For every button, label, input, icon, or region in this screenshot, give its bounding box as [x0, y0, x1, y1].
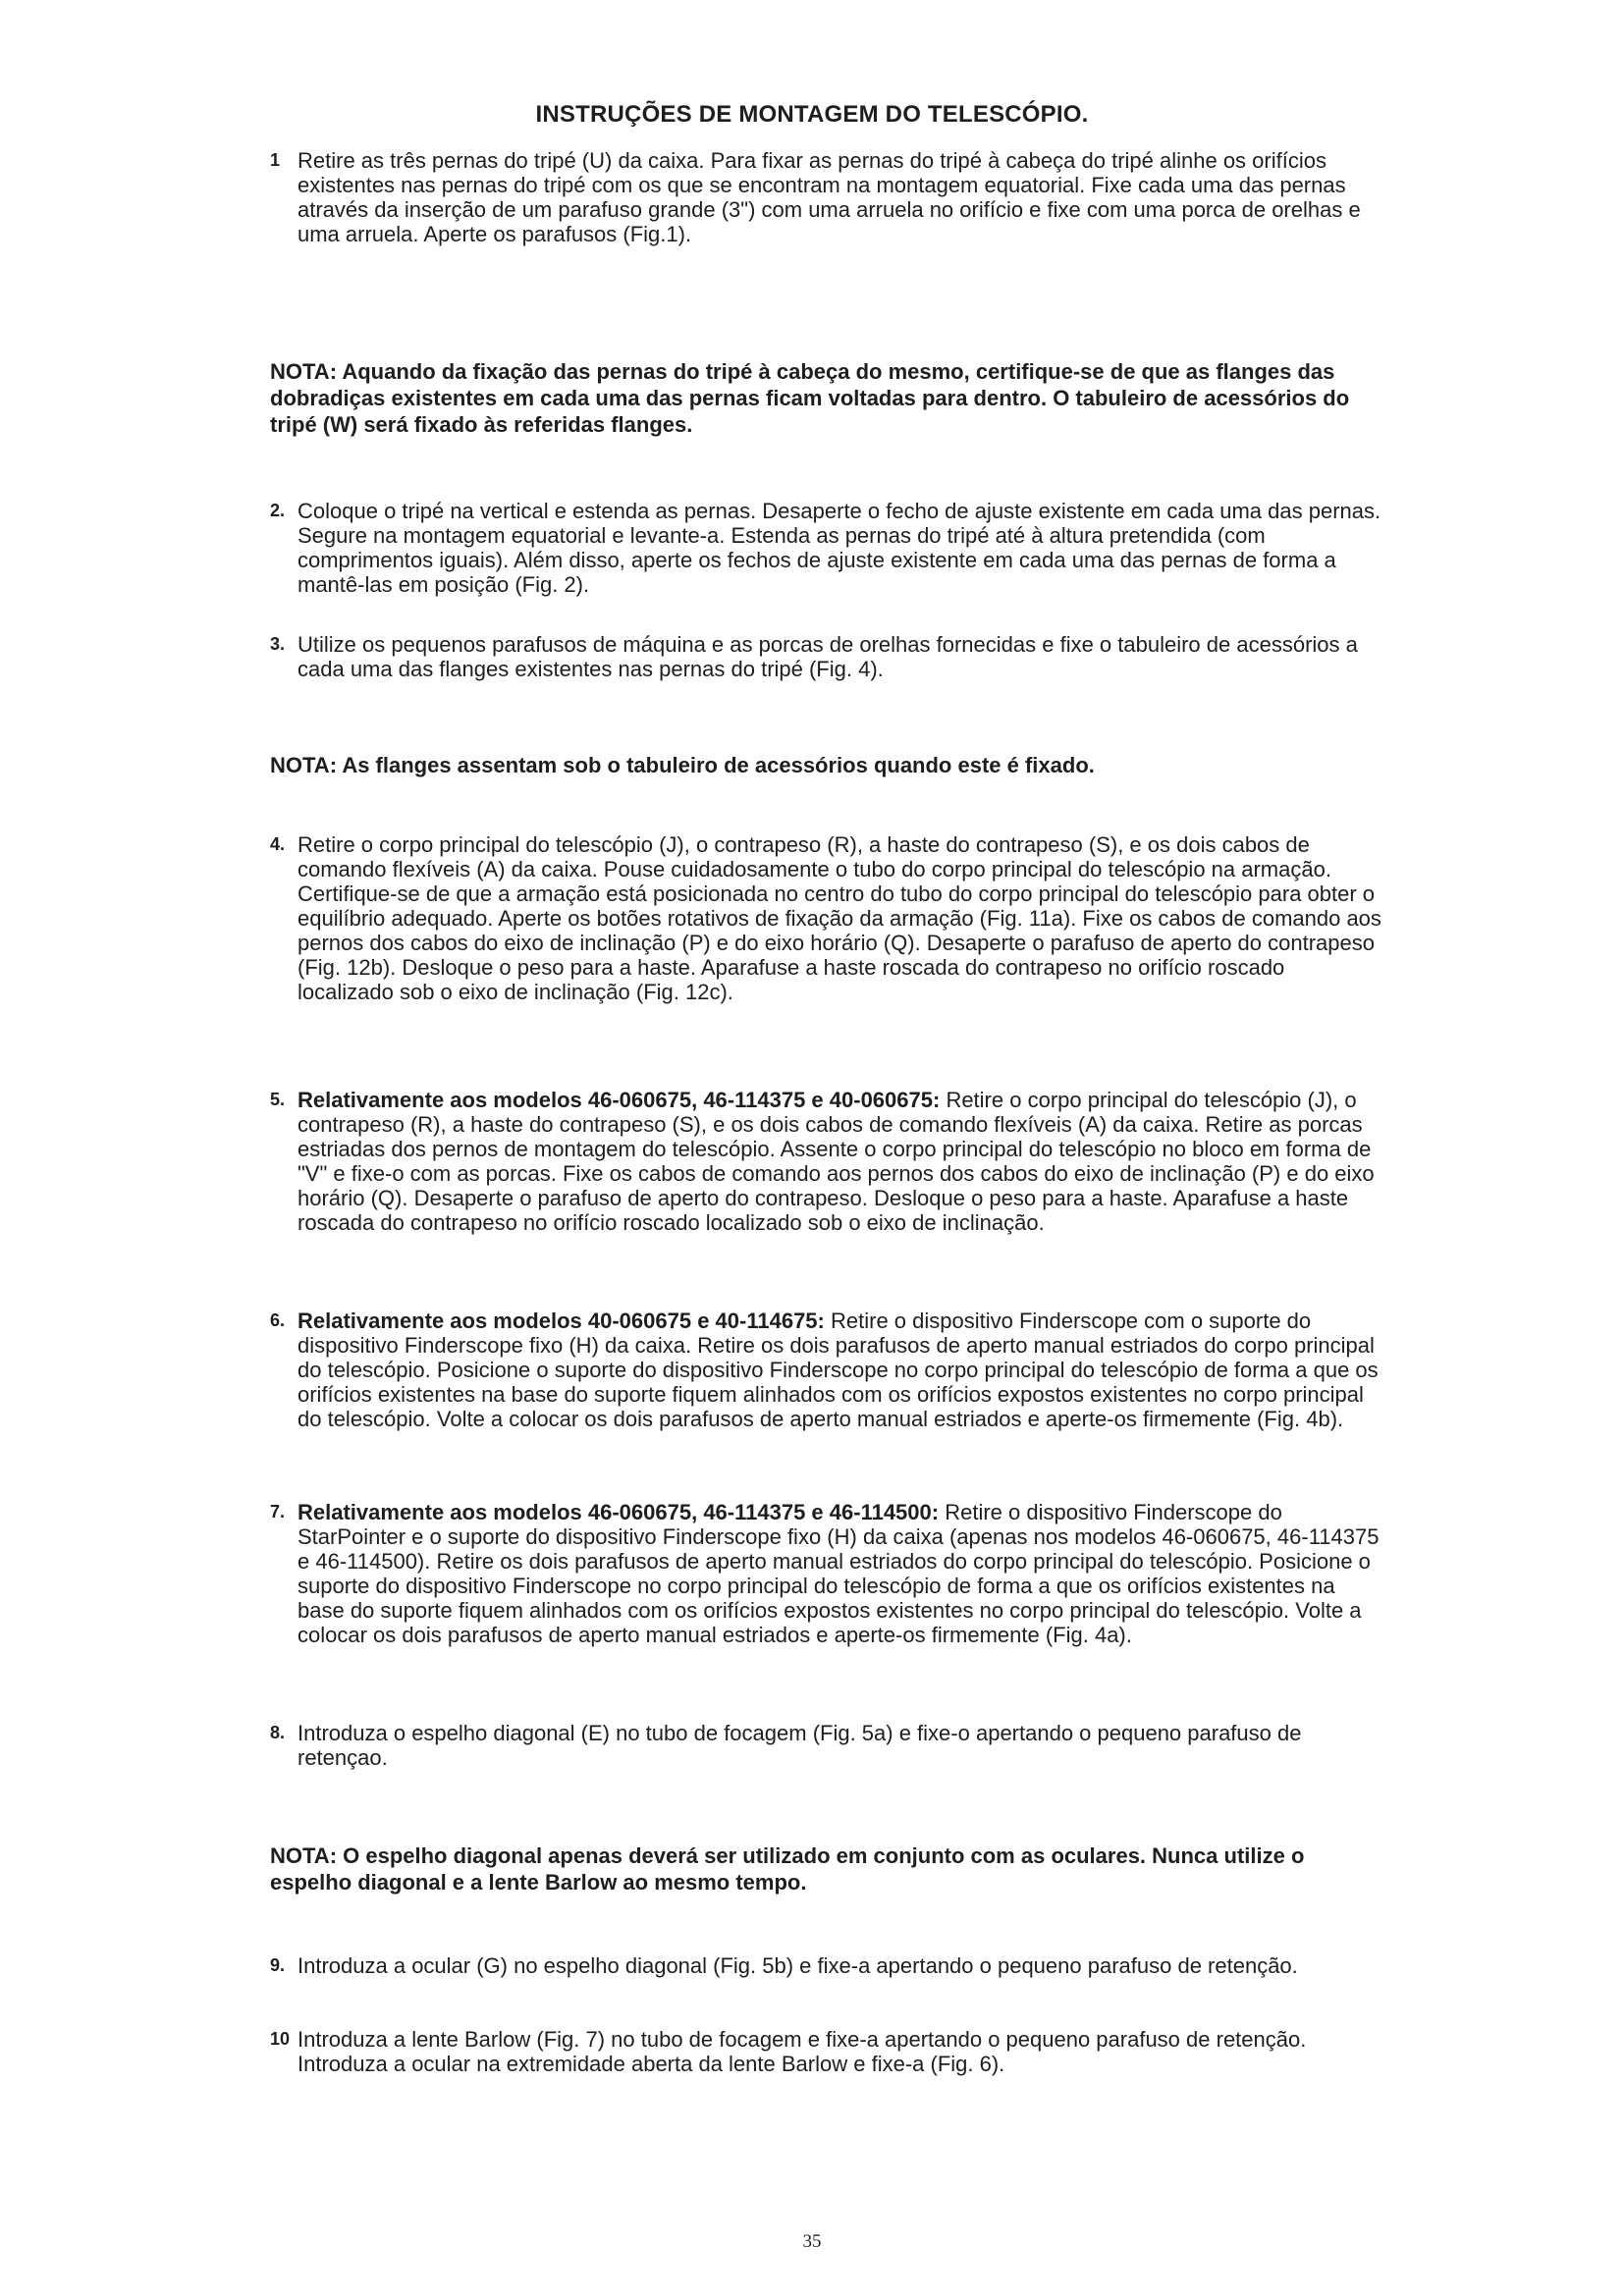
step-text: Introduza a ocular (G) no espelho diagonal (Fig. 5b) e fixe-a apertando o pequeno parafuso de retenção.	[298, 1953, 1298, 1978]
step-4	[270, 832, 1384, 1004]
step-number: 5.	[270, 1090, 286, 1109]
step-6	[270, 1308, 1384, 1431]
note-accessory-tray: NOTA: As flanges assentam sob o tabuleiro de acessórios quando este é fixado.	[270, 753, 1095, 777]
step-3	[270, 632, 1384, 681]
step-text: Retire o dispositivo Finderscope do StarPointer e o suporte do dispositivo Finderscope fixo (H) da caixa (apenas nos modelos 46-060675, 46-114375 e 46-114500). Retire os dois parafusos de aperto manual estriados do corpo principal do telescópio. Posicione o suporte do dispositivo Finderscope no corpo principal do telescópio de forma a que os orifícios existentes na base do suporte fiquem alinhados com os orifícios expostos existentes no corpo principal do telescópio. Volte a colocar os dois parafusos de aperto manual estriados e aperte-os firmemente (Fig. 4a).	[298, 1500, 1380, 1647]
step-number: 9.	[270, 1955, 286, 1975]
step-number: 1	[270, 150, 281, 170]
step-text: Coloque o tripé na vertical e estenda as pernas. Desaperte o fecho de ajuste existente em cada uma das pernas. Segure na montagem equatorial e levante-a. Estenda as pernas do tripé até à altura pretendida (com comprimentos iguais). Além disso, aperte os fechos de ajuste existente em cada uma das pernas de forma a mantê-las em posição (Fig. 2).	[298, 499, 1381, 597]
step-number: 3.	[270, 634, 286, 654]
step-model-label: Relativamente aos modelos 46-060675, 46-114375 e 40-060675:	[298, 1088, 941, 1112]
step-text: Retire o corpo principal do telescópio (J), o contrapeso (R), a haste do contrapeso (S), e os dois cabos de comando flexíveis (A) da caixa. Retire as porcas estriadas dos pernos de montagem do telescópio. Assente o corpo principal do telescópio no bloco em forma de "V" e fixe-o com as porcas. Fixe os cabos de comando aos pernos dos cabos do eixo de inclinação (P) e do eixo horário (Q). Desaperte o parafuso de aperto do contrapeso. Desloque o peso para a haste. Aparafuse a haste roscada do contrapeso no orifício roscado localizado sob o eixo de inclinação.	[298, 1088, 1375, 1235]
step-2	[270, 499, 1384, 597]
step-text: Retire o corpo principal do telescópio (J), o contrapeso (R), a haste do contrapeso (S), e os dois cabos de comando flexíveis (A) da caixa. Pouse cuidadosamente o tubo do corpo principal do telescópio na armação. Certifique-se de que a armação está posicionada no centro do tubo do corpo principal do telescópio para obter o equilíbrio adequado. Aperte os botões rotativos de fixação da armação (Fig. 11a). Fixe os cabos de comando aos pernos dos cabos do eixo de inclinação (P) e do eixo horário (Q). Desaperte o parafuso de aperto do contrapeso (Fig. 12b). Desloque o peso para a haste. Aparafuse a haste roscada do contrapeso no orifício roscado localizado sob o eixo de inclinação (Fig. 12c).	[298, 832, 1381, 1004]
step-7	[270, 1500, 1384, 1647]
step-text: Introduza a lente Barlow (Fig. 7) no tubo de focagem e fixe-a apertando o pequeno parafuso de retenção. Introduza a ocular na extremidade aberta da lente Barlow e fixe-a (Fig. 6).	[298, 2027, 1307, 2076]
step-8	[270, 1721, 1384, 1770]
step-number: 4.	[270, 834, 286, 854]
note-tripod-flanges: NOTA: Aquando da fixação das pernas do tripé à cabeça do mesmo, certifique-se de que as flanges das dobradiças existentes em cada uma das pernas ficam voltadas para dentro. O tabuleiro de acessórios do tripé (W) será fixado às referidas flanges.	[270, 359, 1350, 437]
step-text: Utilize os pequenos parafusos de máquina e as porcas de orelhas fornecidas e fixe o tabuleiro de acessórios a cada uma das flanges existentes nas pernas do tripé (Fig. 4).	[298, 632, 1358, 681]
step-model-label: Relativamente aos modelos 46-060675, 46-114375 e 46-114500:	[298, 1500, 940, 1524]
page-title: INSTRUÇÕES DE MONTAGEM DO TELESCÓPIO.	[535, 101, 1089, 128]
step-number: 8.	[270, 1723, 286, 1742]
step-number: 2.	[270, 501, 286, 520]
step-number: 6.	[270, 1310, 286, 1330]
step-number: 7.	[270, 1502, 286, 1522]
step-1	[270, 148, 1384, 246]
step-text: Introduza o espelho diagonal (E) no tubo de focagem (Fig. 5a) e fixe-o apertando o pequeno parafuso de retençao.	[298, 1721, 1302, 1770]
step-number: 10	[270, 2029, 291, 2049]
step-5	[270, 1088, 1384, 1235]
step-text: Retire o dispositivo Finderscope com o suporte do dispositivo Finderscope fixo (H) da caixa. Retire os dois parafusos de aperto manual estriados do corpo principal do telescópio. Posicione o suporte do dispositivo Finderscope no corpo principal do telescópio de forma a que os orifícios existentes na base do suporte fiquem alinhados com os orifícios expostos existentes no corpo principal do telescópio. Volte a colocar os dois parafusos de aperto manual estriados e aperte-os firmemente (Fig. 4b).	[298, 1308, 1379, 1431]
note-diagonal-mirror: NOTA: O espelho diagonal apenas deverá ser utilizado em conjunto com as oculares. Nunca utilize o espelho diagonal e a lente Barlow ao mesmo tempo.	[270, 1843, 1305, 1895]
step-10	[270, 2027, 1384, 2076]
step-model-label: Relativamente aos modelos 40-060675 e 40-114675:	[298, 1308, 825, 1333]
step-9	[270, 1953, 1384, 1978]
page-number: 35	[802, 2231, 822, 2252]
step-text: Retire as três pernas do tripé (U) da caixa. Para fixar as pernas do tripé à cabeça do tripé alinhe os orifícios existentes nas pernas do tripé com os que se encontram na montagem equatorial. Fixe cada uma das pernas através da inserção de um parafuso grande (3") com uma arruela no orifício e fixe com uma porca de orelhas e uma arruela. Aperte os parafusos (Fig.1).	[298, 148, 1361, 246]
